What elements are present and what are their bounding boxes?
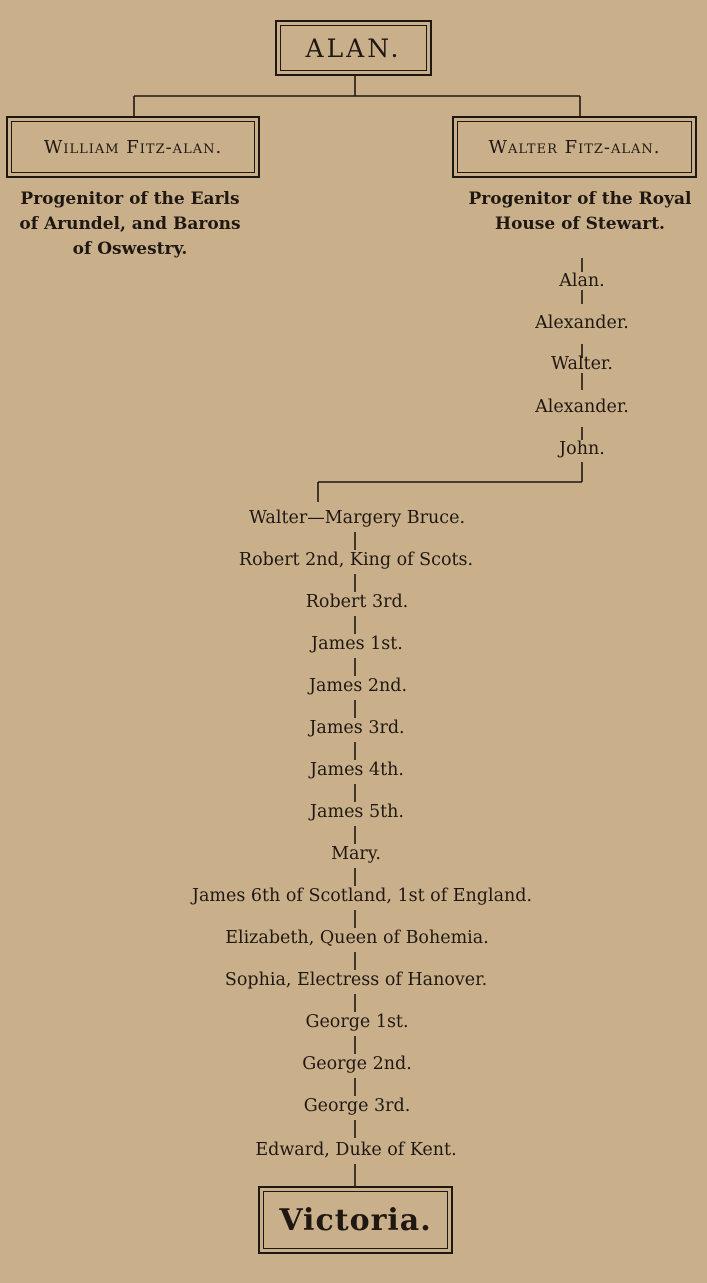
royal-person: Robert 2nd, King of Scots. <box>238 550 474 570</box>
royal-person: James 6th of Scotland, 1st of England. <box>191 886 533 906</box>
royal-person: Walter—Margery Bruce. <box>248 508 466 528</box>
caption-line: Progenitor of the Earls <box>20 189 240 209</box>
caption-line: Progenitor of the Royal <box>468 189 692 209</box>
left-branch-caption <box>0 187 260 262</box>
royal-person: Sophia, Electress of Hanover. <box>224 970 488 990</box>
royal-person: James 5th. <box>310 802 404 822</box>
stewart-person: Alan. <box>559 271 605 291</box>
royal-person: Edward, Duke of Kent. <box>255 1140 457 1160</box>
root-label: ALAN. <box>305 33 402 63</box>
royal-person: Mary. <box>331 844 381 864</box>
royal-person: George 2nd. <box>302 1054 412 1074</box>
right-branch-caption <box>450 187 707 237</box>
caption-line: House of Stewart. <box>495 214 665 234</box>
stewart-person: Alexander. <box>535 397 629 417</box>
royal-person: James 3rd. <box>309 718 405 738</box>
stewart-person: Walter. <box>551 354 613 374</box>
left-branch-box <box>6 116 260 178</box>
caption-line: of Oswestry. <box>72 239 188 259</box>
royal-person: George 1st. <box>305 1012 409 1032</box>
final-box <box>258 1186 453 1254</box>
royal-person: James 4th. <box>310 760 404 780</box>
final-label: Victoria. <box>279 1202 432 1238</box>
right-branch-box <box>452 116 697 178</box>
royal-person: Elizabeth, Queen of Bohemia. <box>225 928 489 948</box>
caption-line: of Arundel, and Barons <box>19 214 241 234</box>
left-branch-title: William Fitz-alan. <box>43 136 223 158</box>
royal-person: George 3rd. <box>303 1096 411 1116</box>
royal-person: James 1st. <box>311 634 403 654</box>
royal-person: Robert 3rd. <box>305 592 409 612</box>
right-branch-title: Walter Fitz-alan. <box>488 136 661 158</box>
root-box <box>275 20 432 76</box>
stewart-person: Alexander. <box>535 313 629 333</box>
royal-person: James 2nd. <box>308 676 408 696</box>
stewart-person: John. <box>559 439 605 459</box>
